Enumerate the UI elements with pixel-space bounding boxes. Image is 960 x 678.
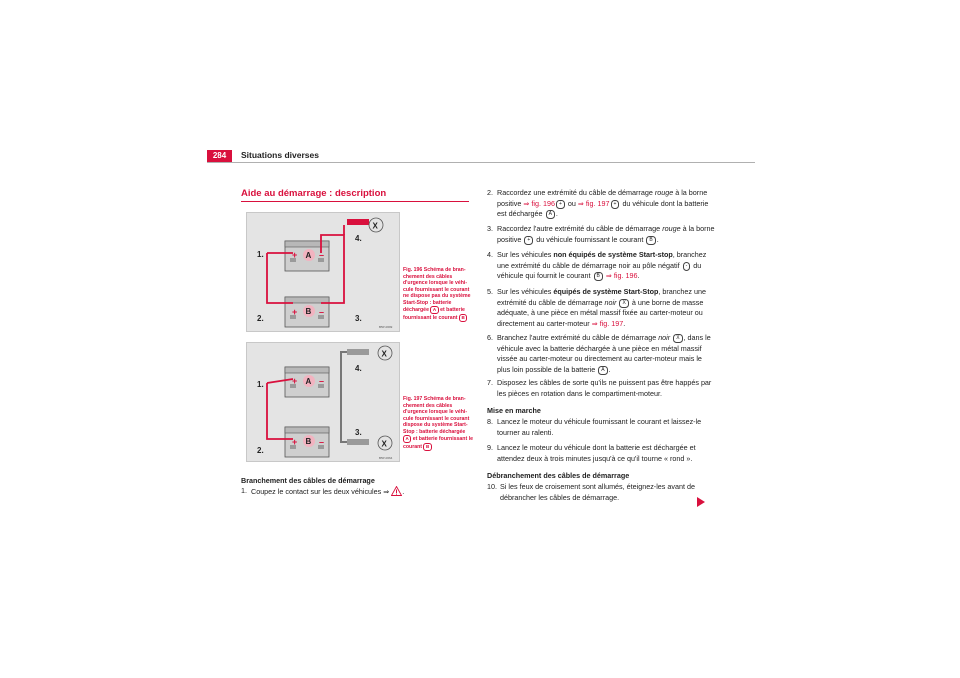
step-4	[487, 250, 717, 282]
step-text: Raccordez une extrémité du câble de démarrage	[497, 188, 653, 197]
step-label-3: 3.	[355, 428, 362, 437]
step-number: 1.	[241, 486, 247, 495]
step-text: , branchez une extrémité du câble de démarrage noir au pôle négatif	[497, 250, 707, 270]
step-number: 2.	[487, 188, 493, 197]
italic-text: rouge	[662, 224, 681, 233]
badge-a: A	[403, 435, 411, 443]
figure-code: B5P-0664	[379, 456, 393, 460]
step-text: Disposez les câbles de sorte qu'ils ne puissent pas être happés par les pièces en rotation dans le compartiment-moteur.	[497, 378, 712, 398]
figure-link[interactable]: ⇒ fig. 197	[577, 198, 610, 208]
caption-prefix: Fig. 197	[403, 396, 423, 402]
badge-b: B	[459, 314, 467, 322]
step-8	[487, 417, 717, 438]
step-label-4: 4.	[355, 234, 362, 243]
figure-link[interactable]: ⇒ fig. 196	[605, 271, 638, 281]
step-text: .	[656, 234, 659, 244]
step-label-3: 3.	[355, 314, 362, 323]
ground-point-x-label: X	[381, 349, 387, 359]
jumper-diagram-197	[247, 343, 399, 461]
step-6	[487, 333, 717, 375]
svg-text:–: –	[319, 307, 325, 317]
step-text: Raccordez l'autre extrémité du câble de démarrage	[497, 224, 661, 233]
battery-a-label: A	[305, 251, 312, 260]
step-label-2: 2.	[257, 446, 264, 455]
figure-link[interactable]: ⇒ fig. 196	[523, 198, 555, 208]
caption-text: Schéma de bran-chement des câbles d'urgence lorsque le véhi-cule fournissant le courant ne dispose pas du système Start-Stop : batterie déchargée	[403, 267, 471, 313]
step-text: .	[637, 271, 640, 281]
step-text: .	[555, 209, 558, 219]
step-text: .	[608, 364, 611, 374]
step-number: 3.	[487, 224, 493, 233]
svg-text:–: –	[319, 250, 325, 260]
step-1: 1. Coupez le contact sur les deux véhicules ⇒ .	[241, 486, 405, 496]
step-text: Lancez le moteur du véhicule fournissant le courant et laissez-le tourner au ralenti.	[497, 417, 702, 437]
plus-terminal-icon: +	[611, 200, 620, 209]
figure-196	[246, 212, 400, 332]
subhead-disconnect: Débranchement des câbles de démarrage	[487, 471, 630, 480]
step-text: , branchez une extrémité du câble de démarrage	[497, 287, 706, 307]
step-text: ou	[567, 198, 576, 208]
battery-a-label: A	[305, 377, 312, 386]
caption-196	[403, 267, 473, 322]
step-number: 10.	[487, 482, 497, 491]
italic-text: rouge	[654, 188, 674, 197]
minus-terminal-icon: -	[683, 262, 691, 271]
step-number: 6.	[487, 333, 493, 342]
bold-text: non équipés de système Start-stop	[553, 250, 673, 259]
svg-text:+: +	[292, 376, 298, 386]
title-underline	[241, 201, 469, 202]
figure-link[interactable]: ⇒ fig. 197	[591, 318, 624, 328]
battery-a-icon: A	[598, 366, 607, 375]
step-2	[487, 188, 717, 220]
section-title: Situations diverses	[241, 150, 319, 160]
figure-code: B5P-0699	[379, 325, 393, 329]
battery-b-icon: B	[646, 236, 655, 245]
step-7	[487, 378, 717, 399]
bold-text: équipés de système Start-Stop	[553, 287, 659, 296]
badge-b: B	[423, 443, 431, 451]
step-number: 9.	[487, 443, 493, 452]
step-label-1: 1.	[257, 250, 264, 259]
plus-terminal-icon: +	[556, 200, 565, 209]
plus-terminal-icon: +	[524, 236, 533, 245]
step-text: Branchez l'autre extrémité du câble de démarrage	[497, 333, 657, 342]
subhead-connect: Branchement des câbles de démarrage	[241, 476, 375, 485]
step-text: Coupez le contact sur les deux véhicules ⇒	[251, 487, 390, 496]
warning-icon[interactable]	[391, 486, 402, 496]
next-page-arrow-icon[interactable]	[697, 497, 705, 507]
step-text: , dans le véhicule avec la batterie déchargée à une pièce en métal massif vissée au carter-moteur ou directement au carter-moteur mais le plus loin possible de la batterie	[497, 333, 711, 374]
svg-text:+: +	[292, 437, 298, 447]
step-label-4: 4.	[355, 364, 362, 373]
step-text: Si les feux de croisement sont allumés, éteignez-les avant de débrancher les câbles de démarrage.	[500, 482, 695, 502]
jumper-diagram-196	[247, 213, 399, 331]
page-title: Aide au démarrage : description	[241, 188, 387, 199]
ground-point-x2-label: X	[381, 439, 387, 449]
header-divider	[207, 162, 755, 163]
step-text: Sur les véhicules	[497, 250, 552, 259]
step-label-1: 1.	[257, 380, 264, 389]
italic-text: noir	[604, 297, 617, 307]
step-text: à la borne positive	[497, 224, 715, 244]
caption-prefix: Fig. 196	[403, 267, 423, 273]
badge-a: A	[430, 306, 438, 314]
step-text: à une borne de masse adéquate, à une pièce en métal massif fixée au carter-moteur ou directement au carter-moteur	[497, 297, 704, 328]
step-number: 7.	[487, 378, 493, 387]
step-5	[487, 287, 717, 329]
caption-197	[403, 396, 473, 451]
svg-text:+: +	[292, 250, 298, 260]
step-text: Sur les véhicules	[497, 287, 552, 296]
step-number: 4.	[487, 250, 493, 259]
step-number: 8.	[487, 417, 493, 426]
figure-197	[246, 342, 400, 462]
battery-b-label: B	[305, 307, 312, 316]
step-10	[487, 482, 717, 503]
step-9	[487, 443, 717, 464]
step-text: du véhicule qui fournit le courant	[497, 260, 702, 281]
step-text: Lancez le moteur du véhicule dont la batterie est déchargée et attendez deux à trois minutes jusqu'à ce qu'il tourne « rond ».	[497, 443, 696, 463]
subhead-start: Mise en marche	[487, 406, 541, 415]
caption-mid: et batterie fournissant le courant	[403, 436, 473, 450]
caption-mid: et batterie fournissant le courant	[403, 307, 465, 321]
step-number: 5.	[487, 287, 493, 296]
step-text: du véhicule fournissant le courant	[536, 234, 644, 244]
battery-b-icon: B	[594, 272, 603, 281]
step-text: à la borne positive	[497, 188, 708, 208]
svg-text:–: –	[319, 376, 325, 386]
ground-x-icon: X	[619, 299, 628, 308]
svg-text:–: –	[319, 437, 325, 447]
step-3	[487, 224, 717, 245]
battery-a-icon: A	[546, 210, 555, 219]
ground-point-x-label: X	[372, 221, 378, 231]
ground-x-icon: X	[673, 334, 682, 343]
step-text: du véhicule dont la batterie est déchargée	[497, 198, 709, 219]
caption-text: Schéma de bran-chement des câbles d'urgence lorsque le véhi-cule fournissant le courant dispose du système Start-Stop : batterie déchargée	[403, 396, 470, 435]
step-label-2: 2.	[257, 314, 264, 323]
battery-b-label: B	[305, 437, 312, 446]
page-number: 284	[207, 150, 232, 162]
step-text: .	[623, 318, 626, 328]
svg-text:+: +	[292, 307, 298, 317]
italic-text: noir	[658, 333, 671, 342]
